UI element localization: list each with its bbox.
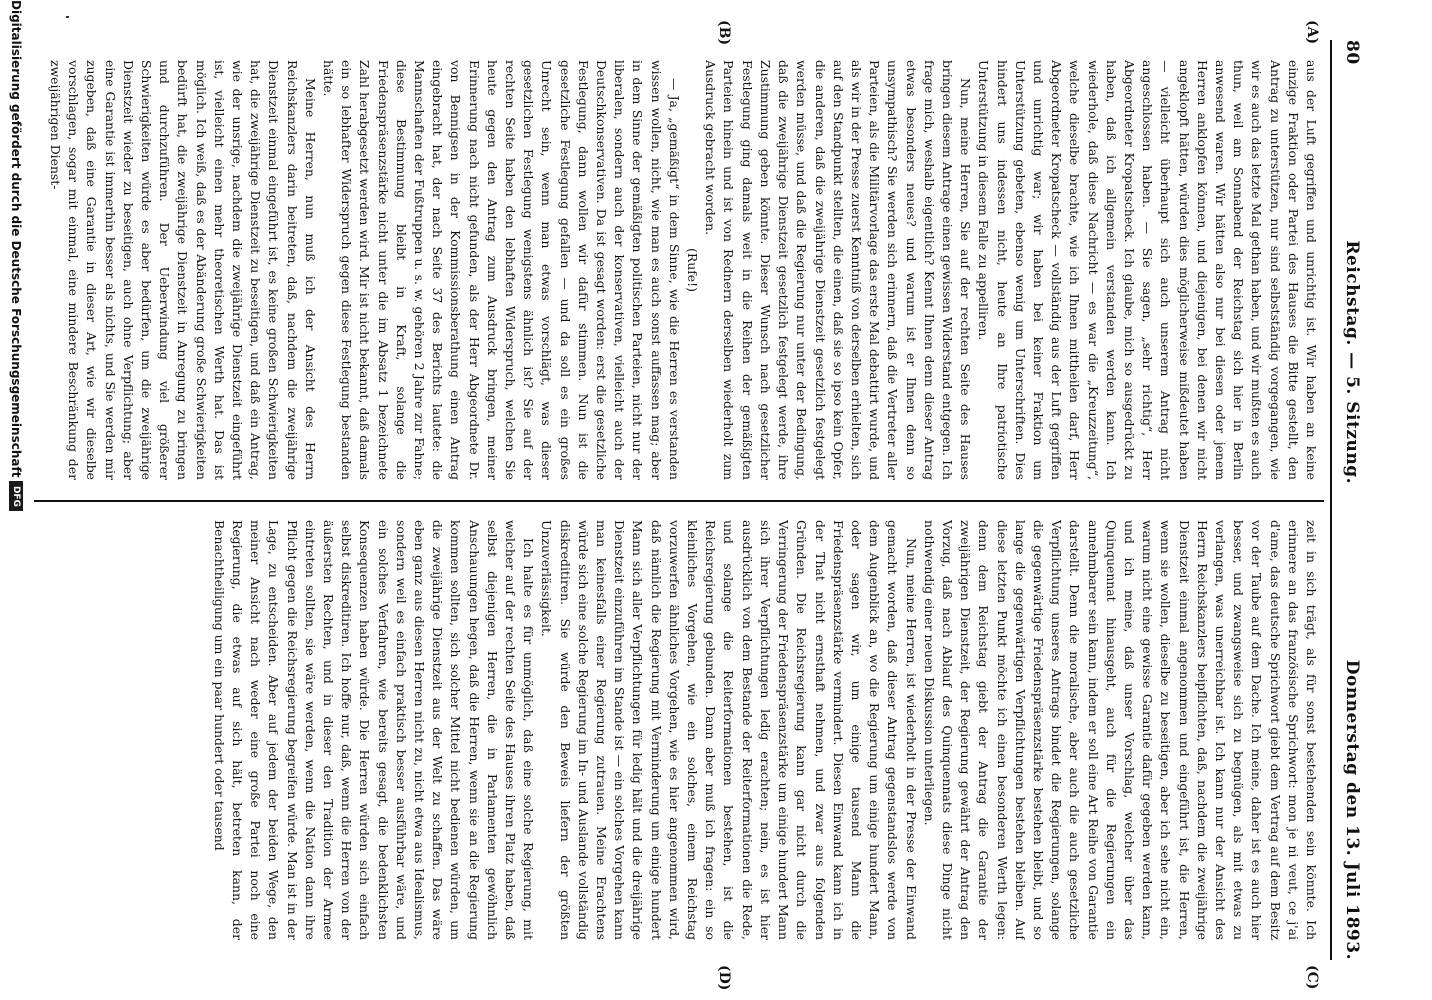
- scan-speck: [66, 16, 69, 18]
- dfg-logo: DFG: [9, 481, 23, 511]
- paragraph: Meine Herren, nun muß ich der Ansicht des Herrn Reichskanzlers darin beitreten, daß, nachdem die zweijährige Dienstzeit einmal eingeführt ist, es keine großen Schwierigkeiten hat, die zweijährige Dienstzeit zu beseitigen, und daß ein Antrag, wie der unsrige, nachdem die zweijährige Dienstzeit eingeführt ist, vielleicht einen mehr theoretischen Werth hat. Das ist möglich. Ich weiß, daß es der Abänderung große Schwierigkeiten bedürft hat, die zweijährige Dienstzeit in Anregung zu bringen und durchzuführen. Der Ueberwindung viel größerer Schwierigkeiten würde es aber bedürfen, um die zweijährige Dienstzeit wieder zu beseitigen, auch ohne Verpflichtung; aber eine Garantie ist immerhin besser als nichts, und Sie werden mir zugeben, daß eine Garantie in dieser Art, wie wir dieselbe vorschlagen, sogar mit einmal, eine mindere Beschränkung der zweijährigen Dienst-: [47, 60, 318, 480]
- digitization-credit: [5, 0, 27, 1000]
- column-divider: [34, 500, 1324, 502]
- margin-mark-a: (A): [1304, 20, 1320, 45]
- paragraph: Ich halte es für unmöglich, daß eine solche Regierung, mit welcher auf der rechten Seite des Hauses ihren Platz haben, daß selbst diejenigen Herren, die in Parlamenten gewöhnlich Anschauungen hegen, daß die Herren, wenn sie an die Regierung kommen sollten, sich solcher Mittel nicht bedienen würden, um die zweijährige Dienstzeit aus der Welt zu schaffen. Das wäre eben ganz aus diesen Herren nicht zu, nicht etwa aus Idealismus, sondern weil es einfach praktisch besser ausführbar wäre, und ein solches Verfahren, wie bereits gesagt, die bedenklichsten Konsequenzen haben würde. Die Herren würden sich einfach selbst diskreditiren. Ich hoffe nur, daß, wenn die Herren von der äußersten Rechten, und in dieser den Tradition der Armee eintreten sollten, sie wäre werden, wenn die Nation dann ihre Pflicht gegen die Reichsregierung begreifen würde. Man ist in der Lage, zu entscheiden. Aber auf jedem der beiden Wege, den meiner Ansicht nach weder eine große Partei noch eine Regierung, die etwas auf sich hält, betreten kann, der Benachtheiligung um ein paar hundert oder tausend: [211, 520, 537, 940]
- header-date: Donnerstag den 13. Juli 1893.: [1342, 659, 1362, 960]
- paragraph: Nun, meine Herren, Sie auf der rechten Seite des Hauses bringen diesem Antrage einen gewissen Widerstand entgegen. Ich frage mich, weshalb eigentlich? Kennt Ihnen denn dieser Antrag etwas besonders neues? und warum ist er Ihnen denn so unsympathisch? Sie werden sich erinnern, daß die Vertreter aller Parteien, als die Militärvorlage das erste Mal debattirt wurde, und als wir in der Presse zuerst Kenntniß von derselben erhielten, sich auf den Standpunkt stellten, die einen, daß sie so ipso kein Opfer, die anderen, daß die zweijährige Dienstzeit gesetzlich festgelegt werden müsse, und daß die Regierung nur unter der Bedingung, daß die zweijährige Dienstzeit gesetzlich festgelegt werde, ihre Zustimmung geben könnte. Dieser Wunsch nach gesetzlicher Festlegung ging damals weit in die Reihen der gemäßigten Parteien hinein und ist von Rednern derselben wiederholt zum Ausdruck gebracht worden.: [703, 60, 974, 480]
- credit-text: Digitalisierung gefördert durch die Deutsche Forschungsgemeinschaft: [9, 0, 23, 478]
- page-number: 80: [1342, 40, 1362, 65]
- paragraph: zeit in sich trägt, als für sonst bestehenden sein könnte. Ich erinnere an das französische Sprichwort: mon je ni veut, ce j'ai d'ame, das deutsche Sprichwort giebt dem Vertrag auf dem Besitz vor der Taube auf dem Dache. Ich meine, daher ist es auch hier besser, und zwangsweise sich zu begnügen, als mit etwas zu verlangen, was unerreichbar ist. Ich kann nur der Ansicht des Herrn Reichskanzlers beipflichten, daß, nachdem die zweijährige Dienstzeit einmal angenommen und eingeführt ist, die Herren, wenn sie wollen, dieselbe zu beseitigen, aber ich sehe nicht ein, warum nicht eine gewisse Garantie dafür gegeben werden kann, und ich meine, daß unser Vorschlag, welcher über das Quinquennat hinausgeht, auch für die Regierungen ein annehmbarer sein kann, indem er soll eine Art Reihe von Garantie darstellt. Denn die moralische, aber auch die auch gesetzliche Verpflichtung unseres Antrags bindet die Regierungen, solange die gegenwärtige Friedenspräsenzstärke bestehen bleibt, und so lange die gegenwärtigen Verpflichtungen bestehen bleiben. Auf diese letzten Punkt möchte ich einen besonderen Werth legen: denn dem Reichstag giebt der Antrag die Garantie der zweijährigen Dienstzeit, der Regierung gewährt der Antrag den Vorzug, daß nach Ablauf des Quinquennats diese Dinge nicht nothwendig einer neuen Diskussion unterliegen.: [921, 520, 1319, 940]
- header-rule: [1330, 40, 1332, 960]
- page-header: [1332, 40, 1372, 960]
- margin-mark-d: (D): [716, 965, 732, 991]
- right-text-column: [40, 520, 1320, 940]
- margin-mark-c: (C): [1304, 965, 1320, 990]
- paragraph: aus der Luft gegriffen und unrichtig ist. Wir haben an keine einzige Fraktion oder Partei des Hauses die Bitte gestellt, den Antrag zu unterstützen, nur sind selbstständig vorgegangen, wie wir es auch das letzte Mal gethan haben, und wir mußten es auch thun, weil am Sonnabend der Reichstag sich hier in Berlin anwesend waren. Wir hätten also nur bei diesen oder jenem Herren anklopfen können, und diejenigen, bei denen wir nicht angeklopft hätten, würden dies möglicherweise mißdeutet haben — vielleicht überhaupt sich auch unserem Antrag nicht angeschlossen haben. — Sie sagen, „sehr richtig“, Herr Abgeordneter Kropatscheck. Ich glaube, mich so ausgedrückt zu haben, daß ich allgemein verstanden werden kann. Ich wiederhole, daß diese Nachricht — es war die „Kreuzzeitung“, welche dieselbe brachte, wie ich Ihnen mittheilen darf, Herr Abgeordneter Kropatscheck — vollständig aus der Luft gegriffen und unrichtig war; wir haben bei keiner Fraktion um Unterstützung gebeten, ebenso wenig um Unterschriften. Dies hindert uns indessen nicht, heute an Ihre patriotische Unterstützung in diesem Falle zu appelliren.: [976, 60, 1319, 480]
- header-title: Reichstag. — 5. Sitzung.: [1342, 240, 1362, 485]
- interjection: (Rufe!): [685, 248, 701, 292]
- margin-mark-b: (B): [716, 20, 732, 46]
- left-text-column: [40, 60, 1320, 480]
- paragraph: — Ja, „gemäßigt“ in dem Sinne, wie die Herren es verstanden wissen wollen, nicht, wie man es auch sonst auffassen mag; aber in dem Sinne der gemäßigten politischen Parteien, nicht nur der liberalen, sondern auch der konservativen, vielleicht auch der Deutschkonservativen. Da ist gesagt worden: erst die gesetzliche Festlegung, dann wollen wir dafür stimmen. Nun ist die gesetzliche Festlegung gefallen — und da soll es ein großes Unrecht sein, wenn man etwas vorschlägt, was dieser gesetzlichen Festlegung wenigstens ähnlich ist? Sie auf der rechten Seite haben den lebhaften Widerspruch, welchen Sie heute gegen den Antrag zum Ausdruck bringen, meiner Erinnerung nach nicht gefunden, als der Herr Abgeordnete Dr. von Bennigsen in der Kommissionsberathung einen Antrag eingebracht hat, der nach Seite 37 des Berichts lautete: die Mannschaften der Fußtruppen u. s. w. gehören 2 Jahre zur Fahne; diese Bestimmung bleibt in Kraft, solange die Friedenspräsenzstärke nicht unter die im Absatz 1 bezeichnete Zahl herabgesetzt werden wird. Mir ist nicht bekannt, daß damals ein so lebhafter Widerspruch gegen diese Festlegung bestanden hätte.: [321, 60, 682, 480]
- paragraph: Nun, meine Herren, ist wiederholt in der Presse der Einwand gemacht worden, daß dieser Antrag gegenstandslos werde von dem Augenblick an, wo die Regierung um einige hundert Mann, oder sagen wir, um einige tausend Mann die Friedenspräsenzstärke vermindert. Diesen Einwand kann ich in der That nicht ernsthaft nehmen, und zwar aus folgenden Gründen. Die Reichsregierung kann gar nicht durch die Verringerung der Friedenspräsenzstärke um einige hundert Mann sich ihrer Verpflichtungen ledig erachten; nein, es ist hier ausdrücklich von dem Bestande der Reiterformationen die Rede, und solange die Reiterformationen bestehen, ist die Reichsregierung gebunden. Dann aber muß ich fragen: ein so kleinliches Vorgehen, wie ein solches, einem Reichstag vorzuwerfen ähnliches Vorgehen, wie es hier angenommen wird, daß nämlich die Regierung mit Verminderung um einige hundert Mann sich aller Verpflichtungen für ledig hält und die dreijährige Dienstzeit einzuführen im Stande ist — ein solches Vorgehen kann man keinesfalls einer Regierung zutrauen. Meine Erachtens würde sich eine solche Regierung im In- und Auslande vollständig diskreditiren. Sie würde den Beweis liefern der größten Unzuverlässigkeit.: [539, 520, 919, 940]
